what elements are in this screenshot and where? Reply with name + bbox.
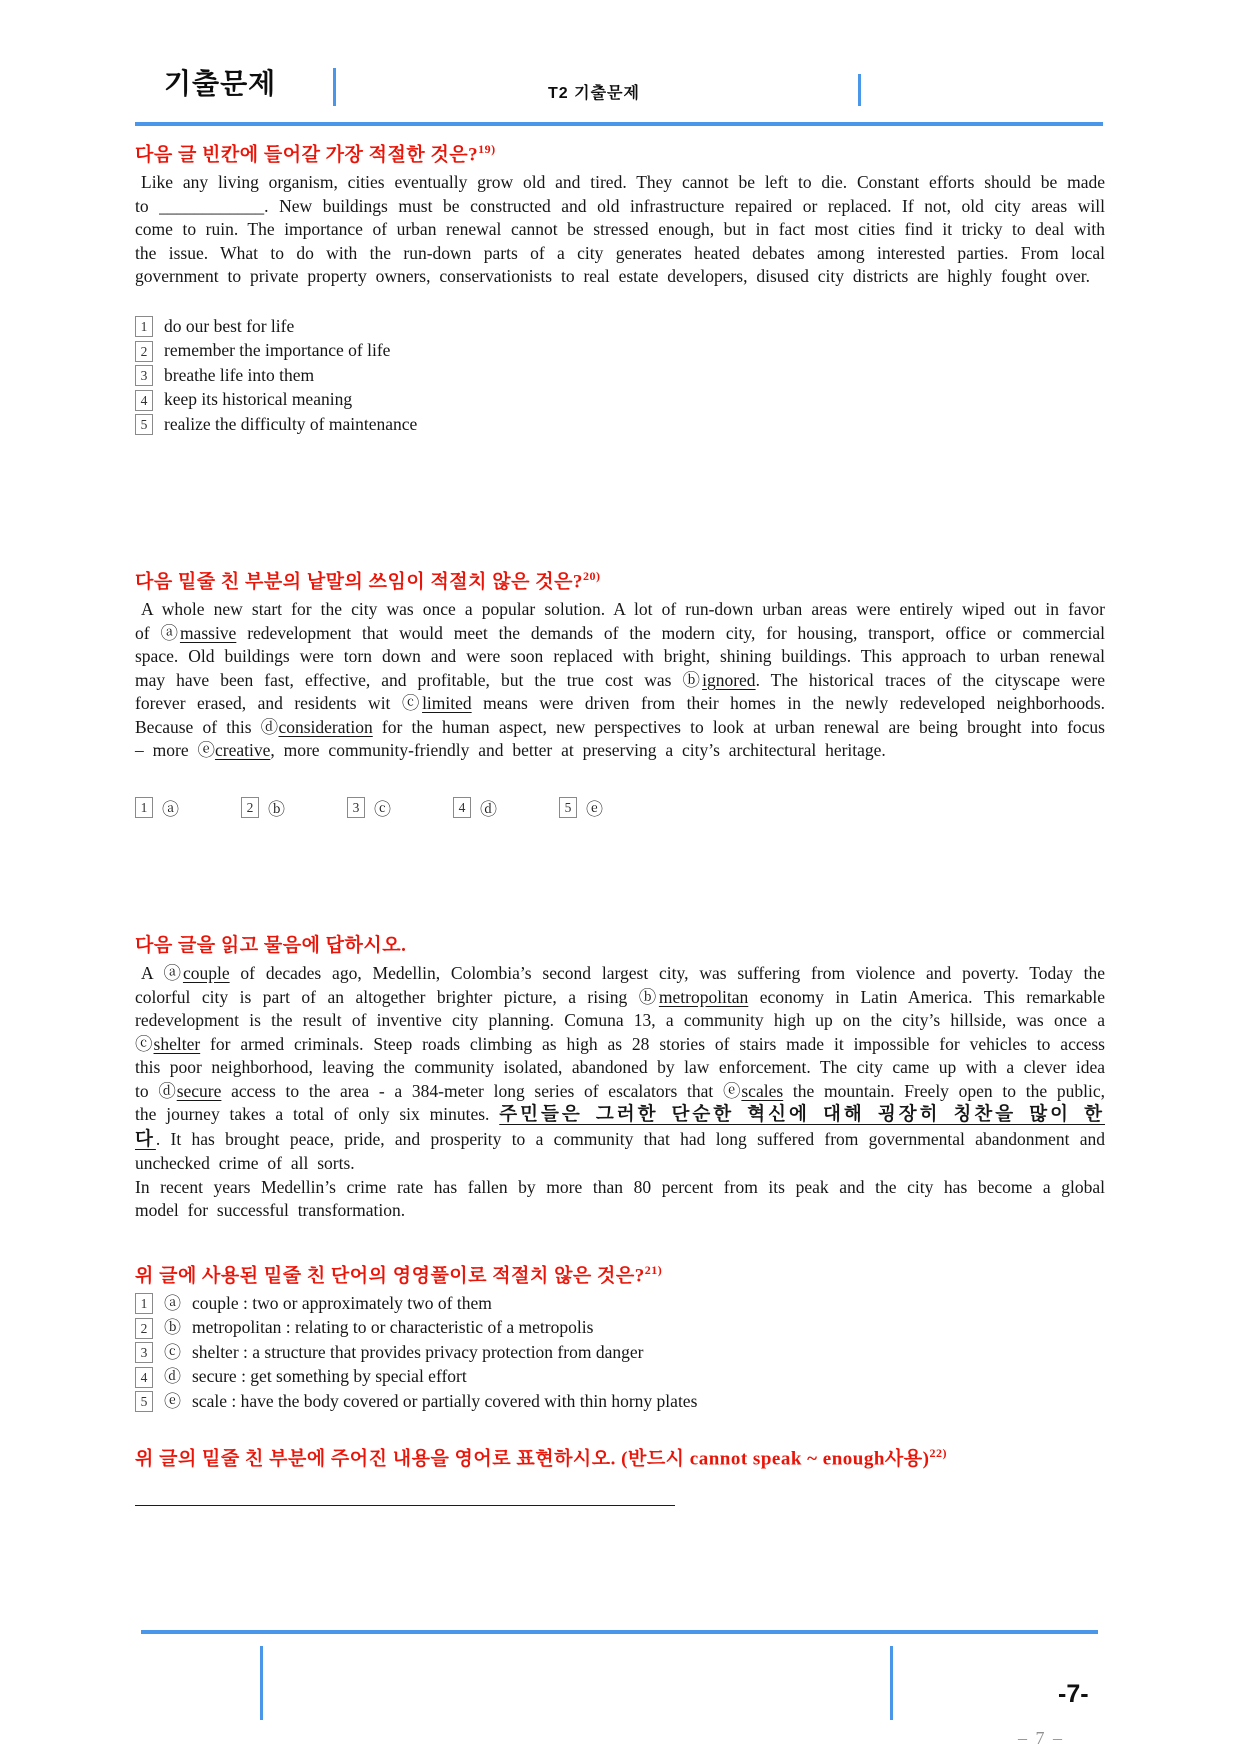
circled-letter: ⓐ <box>164 1293 181 1313</box>
option-number-box: 3 <box>135 1342 153 1363</box>
option-item <box>135 1365 1105 1389</box>
header-section-label: T2 기출문제 <box>548 85 640 102</box>
reading-section-title: 다음 글을 읽고 물음에 답하시오. <box>135 935 407 956</box>
option-item <box>135 364 1105 388</box>
option-item <box>135 413 1105 437</box>
option-text: shelter : a structure that provides privacy protection from danger <box>192 1341 644 1362</box>
question-title-text: 다음 글 빈칸에 들어갈 가장 적절한 것은? <box>135 144 479 166</box>
option-text: secure : get something by special effort <box>192 1366 467 1387</box>
option-text: couple : two or approximately two of them <box>192 1292 492 1313</box>
option-item <box>135 1316 1105 1340</box>
header-vertical-bar <box>333 68 336 106</box>
footer-vertical-bar <box>890 1646 893 1720</box>
option-item <box>135 1390 1105 1414</box>
option-text: breathe life into them <box>164 364 315 385</box>
reading-passage-continued: In recent years Medellin’s crime rate has fallen by more than 80 percent from its peak and the city has become a global model for successful transformation. <box>135 1176 1105 1220</box>
circled-letter: ⓓ <box>164 1367 181 1387</box>
circled-letter: ⓑ <box>164 1318 181 1338</box>
option-item <box>135 1341 1105 1365</box>
question-20 <box>135 563 1105 820</box>
header-rule <box>135 122 1103 126</box>
question-21-title <box>135 1257 1105 1289</box>
circled-letter: ⓐ <box>162 799 179 819</box>
circled-letter: ⓑ <box>268 799 285 819</box>
option-number-box: 2 <box>241 797 259 818</box>
option-number-box: 3 <box>347 797 365 818</box>
reading-section <box>135 933 1105 1506</box>
question-21-options <box>135 1292 1105 1414</box>
option-text: scale : have the body covered or partially covered with thin horny plates <box>192 1390 698 1411</box>
option-number-box: 1 <box>135 1293 153 1314</box>
option-number-box: 2 <box>135 1318 153 1339</box>
page-number: -7- <box>1058 1680 1089 1708</box>
option-text: do our best for life <box>164 315 295 336</box>
option-number-box: 5 <box>135 1391 153 1412</box>
option-text: remember the importance of life <box>164 340 391 361</box>
option-text: keep its historical meaning <box>164 389 353 410</box>
option-number-box: 4 <box>135 1367 153 1388</box>
option-number-box: 4 <box>453 797 471 818</box>
option-number-box: 5 <box>559 797 577 818</box>
option-number-box: 1 <box>135 797 153 818</box>
question-20-title <box>135 563 1105 595</box>
circled-letter: ⓓ <box>480 799 497 819</box>
option-text: realize the difficulty of maintenance <box>164 413 418 434</box>
circled-letter: ⓔ <box>586 799 603 819</box>
question-number-sup: 22) <box>929 1446 947 1461</box>
circled-letter: ⓒ <box>374 799 391 819</box>
answer-choice <box>347 795 391 820</box>
answer-choice <box>241 795 285 820</box>
option-number-box: 2 <box>135 341 153 362</box>
footer-vertical-bar <box>260 1646 263 1720</box>
answer-choice <box>453 795 497 820</box>
answer-blank-line <box>135 1489 675 1506</box>
question-title-text: 위 글에 사용된 밑줄 친 단어의 영영풀이로 적절치 않은 것은? <box>135 1264 645 1286</box>
question-22-title <box>135 1440 1105 1472</box>
option-number-box: 5 <box>135 414 153 435</box>
question-19-passage: Like any living organism, cities eventually grow old and tired. They cannot be left to die. Constant efforts should be made to ____________. New buildings must be constructed and old infrastructure repaired or replaced. If not, old city areas will come to ruin. The importance of urban renewal cannot be stressed enough, but in fact most cities find it tricky to deal with the issue. What to do with the run-down parts of a city generates heated debates among interested parties. From local government to private property owners, conservationists to real estate developers, disused city districts are highly fought over. <box>135 172 1105 287</box>
question-number-sup: 21) <box>644 1262 663 1277</box>
header-vertical-bar <box>858 74 861 106</box>
circled-letter: ⓔ <box>164 1391 181 1411</box>
option-number-box: 1 <box>135 316 153 337</box>
page-number-secondary: – 7 – <box>1018 1728 1064 1748</box>
question-number-sup: 19) <box>478 142 496 156</box>
question-20-answer-row <box>135 795 1105 820</box>
question-19 <box>135 136 1105 437</box>
question-number-sup: 20) <box>582 569 601 583</box>
option-item <box>135 339 1105 363</box>
footer-rule <box>141 1630 1098 1634</box>
answer-choice <box>135 795 179 820</box>
answer-choice <box>559 795 603 820</box>
doc-title: 기출문제 <box>164 68 277 99</box>
reading-passage: A ⓐcouple of decades ago, Medellin, Colombia’s second largest city, was suffering from violence and poverty. Today the colorful city is part of an altogether brighter picture, a rising ⓑmetropolitan economy in Latin America. This remarkable redevelopment is the result of inventive city planning. Comuna 13, a community high up on the city’s hillside, was once a ⓒshelter for armed criminals. Steep roads climbing as high as 28 stories of stairs made it impossible for vehicles to access this poor neighborhood, leaving the community isolated, abandoned by law enforcement. The city came up with a clever idea to ⓓsecure access to the area - a 384-meter long series of escalators that ⓔscales the mountain. Freely open to the public, the journey takes a total of only six minutes. 주민들은 그러한 단순한 혁신에 대해 굉장히 칭찬을 많이 한다. It has brought peace, pride, and prosperity to a community that had long suffered from governmental abandonment and unchecked crime of all sorts. <box>135 963 1105 1173</box>
question-19-title <box>135 136 1105 168</box>
question-20-passage: A whole new start for the city was once a popular solution. A lot of run-down urban areas were entirely wiped out in favor of ⓐmassive redevelopment that would meet the demands of the modern city, for housing, transport, office or commercial space. Old buildings were torn down and were soon replaced with bright, shining buildings. This approach to urban renewal may have been fast, effective, and profitable, but the true cost was ⓑignored. The historical traces of the cityscape were forever erased, and residents wit ⓒlimited means were driven from their homes in the newly redeveloped neighborhoods. Because of this ⓓconsideration for the human aspect, new perspectives to look at urban renewal are being brought into focus – more ⓔcreative, more community-friendly and better at preserving a city’s architectural heritage. <box>135 599 1106 761</box>
question-title-text: 다음 밑줄 친 부분의 낱말의 쓰임이 적절치 않은 것은? <box>135 571 583 593</box>
option-item <box>135 388 1105 412</box>
option-item <box>135 1292 1105 1316</box>
question-title-text: 위 글의 밑줄 친 부분에 주어진 내용을 영어로 표현하시오. (반드시 cannot speak ~ enough사용) <box>135 1448 930 1470</box>
option-number-box: 4 <box>135 390 153 411</box>
option-item <box>135 315 1105 339</box>
question-19-options <box>135 315 1105 437</box>
circled-letter: ⓒ <box>164 1342 181 1362</box>
option-text: metropolitan : relating to or characteristic of a metropolis <box>192 1317 594 1338</box>
option-number-box: 3 <box>135 365 153 386</box>
